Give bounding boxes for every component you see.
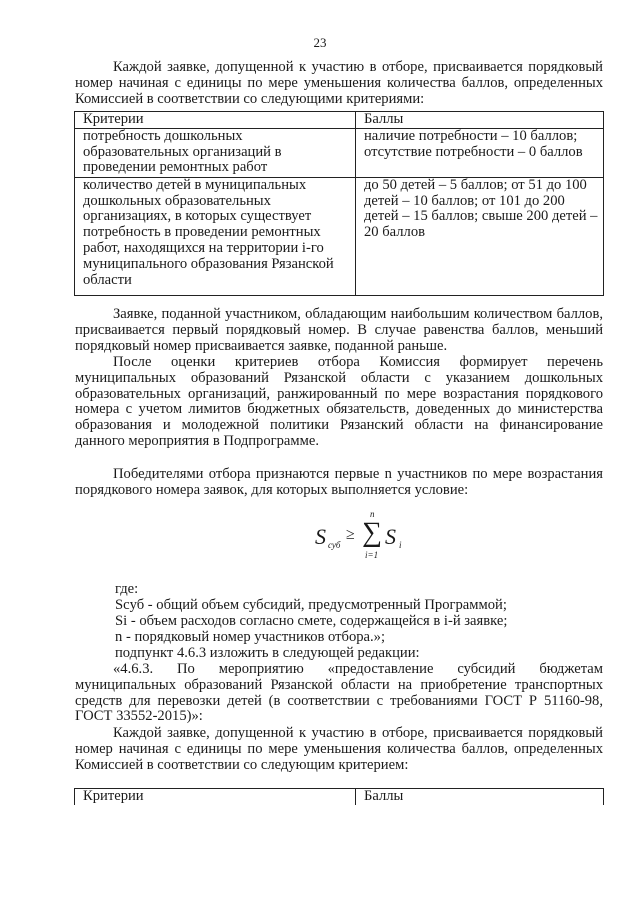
criteria-cell: количество детей в муниципальных дошкольных образовательных организациях, в которых существует потребность в проведении ремонтных работ, находящихся на территории i-го муниципального образования Рязанской области xyxy=(75,177,356,295)
page-number: 23 xyxy=(313,35,327,50)
formula-rhs-sub: i xyxy=(399,540,402,550)
winner-formula xyxy=(315,509,425,562)
formula-lhs-sub: суб xyxy=(328,540,341,550)
intro-paragraph-1: Каждой заявке, допущенной к участию в отборе, присваивается порядковый номер начиная с единицы по мере уменьшения количества баллов, определенных Комиссией в соответствии со следующими критериями: xyxy=(75,59,603,107)
item-4-6-3: «4.6.3. По мероприятию «предоставление субсидий бюджетам муниципальных образований Рязанской области на приобретение транспортных средств для перевозки детей (в соответствии с требованиями ГОСТ Р 51160-98, ГОСТ 33552-2015)»: xyxy=(75,661,603,725)
where-label: где: xyxy=(115,581,139,597)
formula-rhs: S xyxy=(385,524,396,549)
definition-n: n - порядковый номер участников отбора.»; xyxy=(115,629,386,645)
criteria-table-1 xyxy=(74,111,604,296)
formula-lower-limit: i=1 xyxy=(365,550,379,560)
points-cell: до 50 детей – 5 баллов; от 51 до 100 детей – 10 баллов; от 101 до 200 детей – 15 баллов; свыше 200 детей – 20 баллов xyxy=(356,177,604,295)
criteria-cell: потребность дошкольных образовательных организаций в проведении ремонтных работ xyxy=(75,128,356,177)
criteria-table-2 xyxy=(74,788,604,805)
paragraph-winners: Победителями отбора признаются первые n участников по мере возрастания порядкового номера заявок, для которых выполняется условие: xyxy=(75,466,603,498)
formula-operator: ≥ xyxy=(346,526,355,543)
sigma-symbol: ∑ xyxy=(362,517,382,548)
table-header-row xyxy=(75,112,604,129)
table-header-row xyxy=(75,789,604,805)
formula-upper-limit: n xyxy=(370,509,375,519)
paragraph-after-evaluation: После оценки критериев отбора Комиссия формирует перечень муниципальных образований Рязанской области с указанием дошкольных образовательных организаций, ранжированный по мере возрастания порядкового номера с учетом лимитов бюджетных обязательств, доведенных до министерства образования и молодежной политики Рязанский области на финансирование данного мероприятия в Подпрограмме. xyxy=(75,354,603,449)
header-points: Баллы xyxy=(356,789,604,805)
paragraph-equal-points: Заявке, поданной участником, обладающим наибольшим количеством баллов, присваивается первый порядковый номер. В случае равенства баллов, меньший порядковый номер присваивается заявке, поданной раньше. xyxy=(75,306,603,354)
definition-scub: Scуб - общий объем субсидий, предусмотренный Программой; xyxy=(115,597,507,613)
formula-lhs: S xyxy=(315,524,326,549)
points-cell: наличие потребности – 10 баллов; отсутствие потребности – 0 баллов xyxy=(356,128,604,177)
header-criteria: Критерии xyxy=(75,112,356,129)
intro-paragraph-2: Каждой заявке, допущенной к участию в отборе, присваивается порядковый номер начиная с единицы по мере уменьшения количества баллов, определенных Комиссией в соответствии со следующим критерием: xyxy=(75,725,603,773)
definition-si: Si - объем расходов согласно смете, содержащейся в i-й заявке; xyxy=(115,613,508,629)
table-row xyxy=(75,177,604,295)
header-criteria: Критерии xyxy=(75,789,356,805)
subitem-instruction: подпункт 4.6.3 изложить в следующей редакции: xyxy=(115,645,420,661)
table-row xyxy=(75,128,604,177)
header-points: Баллы xyxy=(356,112,604,129)
